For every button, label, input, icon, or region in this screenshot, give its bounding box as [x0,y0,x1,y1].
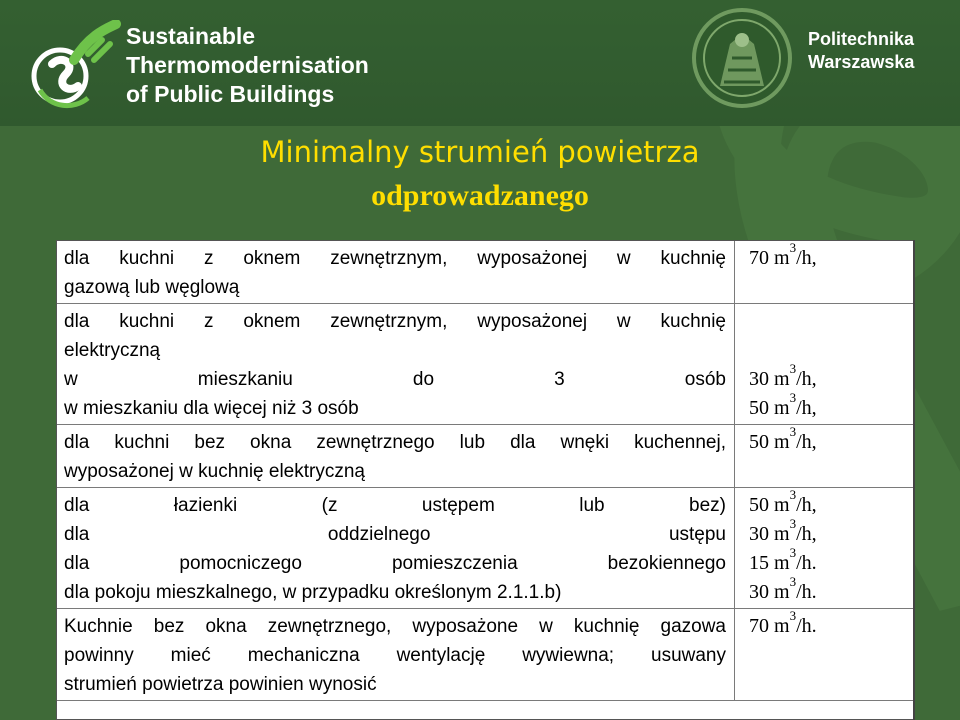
description-line: strumień powietrza powinien wynosić [64,674,377,695]
description-line: dla kuchni z oknem zewnętrznym, wyposażonej w kuchnię [64,248,726,269]
description-line: dla pokoju mieszkalnego, w przypadku określonym 2.1.1.b) [64,582,562,603]
airflow-value [735,361,913,394]
airflow-value-exponent: 3 [789,608,797,623]
airflow-value-exponent: 3 [789,574,797,589]
description-line: dla kuchni bez okna zewnętrznego lub dla wnęki kuchennej, [64,432,726,453]
airflow-value [735,487,913,520]
airflow-value-unit: /h. [796,581,817,603]
description-line: dla oddzielnego ustępu [64,524,726,545]
airflow-value-exponent: 3 [789,361,797,376]
row-value [735,304,913,424]
airflow-value [735,307,913,336]
description-line: powinny mieć mechaniczna wentylację wywiewna; usuwany [64,645,726,666]
airflow-value-exponent: 3 [789,516,797,531]
politechnika-emblem-icon [690,4,794,112]
header-bar [0,0,960,126]
table-right-border [913,240,915,720]
project-title-line: Thermomodernisation [126,52,369,78]
slide-title [0,132,960,218]
project-title [126,22,369,109]
airflow-value-unit: /h, [796,397,817,419]
row-value [735,609,913,700]
description-line: elektryczną [64,340,161,361]
row-value [735,241,913,303]
row-description [57,304,735,424]
slide-title-line2: odprowadzanego [371,179,589,212]
university-name [808,28,914,74]
airflow-value [735,574,913,607]
row-value [735,488,913,608]
description-line: w mieszkaniu do 3 osób [64,369,726,390]
description-line: Kuchnie bez okna zewnętrznego, wyposażone w kuchnię gazowa [64,616,726,637]
airflow-value-unit: /h, [796,523,817,545]
description-line: gazową lub węglową [64,277,240,298]
airflow-value-exponent: 3 [789,390,797,405]
table-row [57,425,913,488]
airflow-value-number: 30 m [749,368,790,390]
row-description [57,425,735,487]
airflow-value [735,545,913,578]
airflow-value-number: 15 m [749,552,790,574]
airflow-value-unit: /h, [796,494,817,516]
airflow-value-number: 50 m [749,431,790,453]
description-line: dla łazienki (z ustępem lub bez) [64,495,726,516]
airflow-value-unit: /h. [796,615,817,637]
airflow-value [735,608,913,641]
slide-title-line1: Minimalny strumień powietrza [260,135,700,169]
airflow-value [735,336,913,365]
airflow-value [735,390,913,423]
airflow-value-exponent: 3 [789,487,797,502]
description-line: dla kuchni z oknem zewnętrznym, wyposażonej w kuchnię [64,311,726,332]
airflow-value-unit: /h, [796,368,817,390]
description-line: wyposażonej w kuchnię elektryczną [64,461,365,482]
table-row [57,488,913,609]
airflow-value-exponent: 3 [789,424,797,439]
row-description [57,488,735,608]
airflow-value-number: 30 m [749,523,790,545]
airflow-value-number: 70 m [749,247,790,269]
project-title-line: Sustainable [126,23,256,49]
row-description [57,609,735,700]
table-row [57,609,913,701]
airflow-value-unit: /h, [796,431,817,453]
airflow-table [56,240,914,720]
stepo-logo-icon [30,20,122,112]
description-line: dla pomocniczego pomieszczenia bezokiennego [64,553,726,574]
airflow-value-exponent: 3 [789,240,797,255]
airflow-value-unit: /h, [796,247,817,269]
airflow-value [735,240,913,273]
airflow-value-number: 50 m [749,397,790,419]
table-row [57,304,913,425]
row-value [735,425,913,487]
university-name-line: Politechnika [808,29,915,49]
row-description [57,241,735,303]
airflow-value-exponent: 3 [789,545,797,560]
airflow-value-number: 30 m [749,581,790,603]
project-title-line: of Public Buildings [126,81,335,107]
table-row [57,241,913,304]
airflow-value [735,516,913,549]
university-name-line: Warszawska [808,52,915,72]
airflow-value-unit: /h. [796,552,817,574]
description-line: w mieszkaniu dla więcej niż 3 osób [64,398,359,419]
airflow-value-number: 70 m [749,615,790,637]
airflow-value [735,424,913,457]
airflow-value-number: 50 m [749,494,790,516]
